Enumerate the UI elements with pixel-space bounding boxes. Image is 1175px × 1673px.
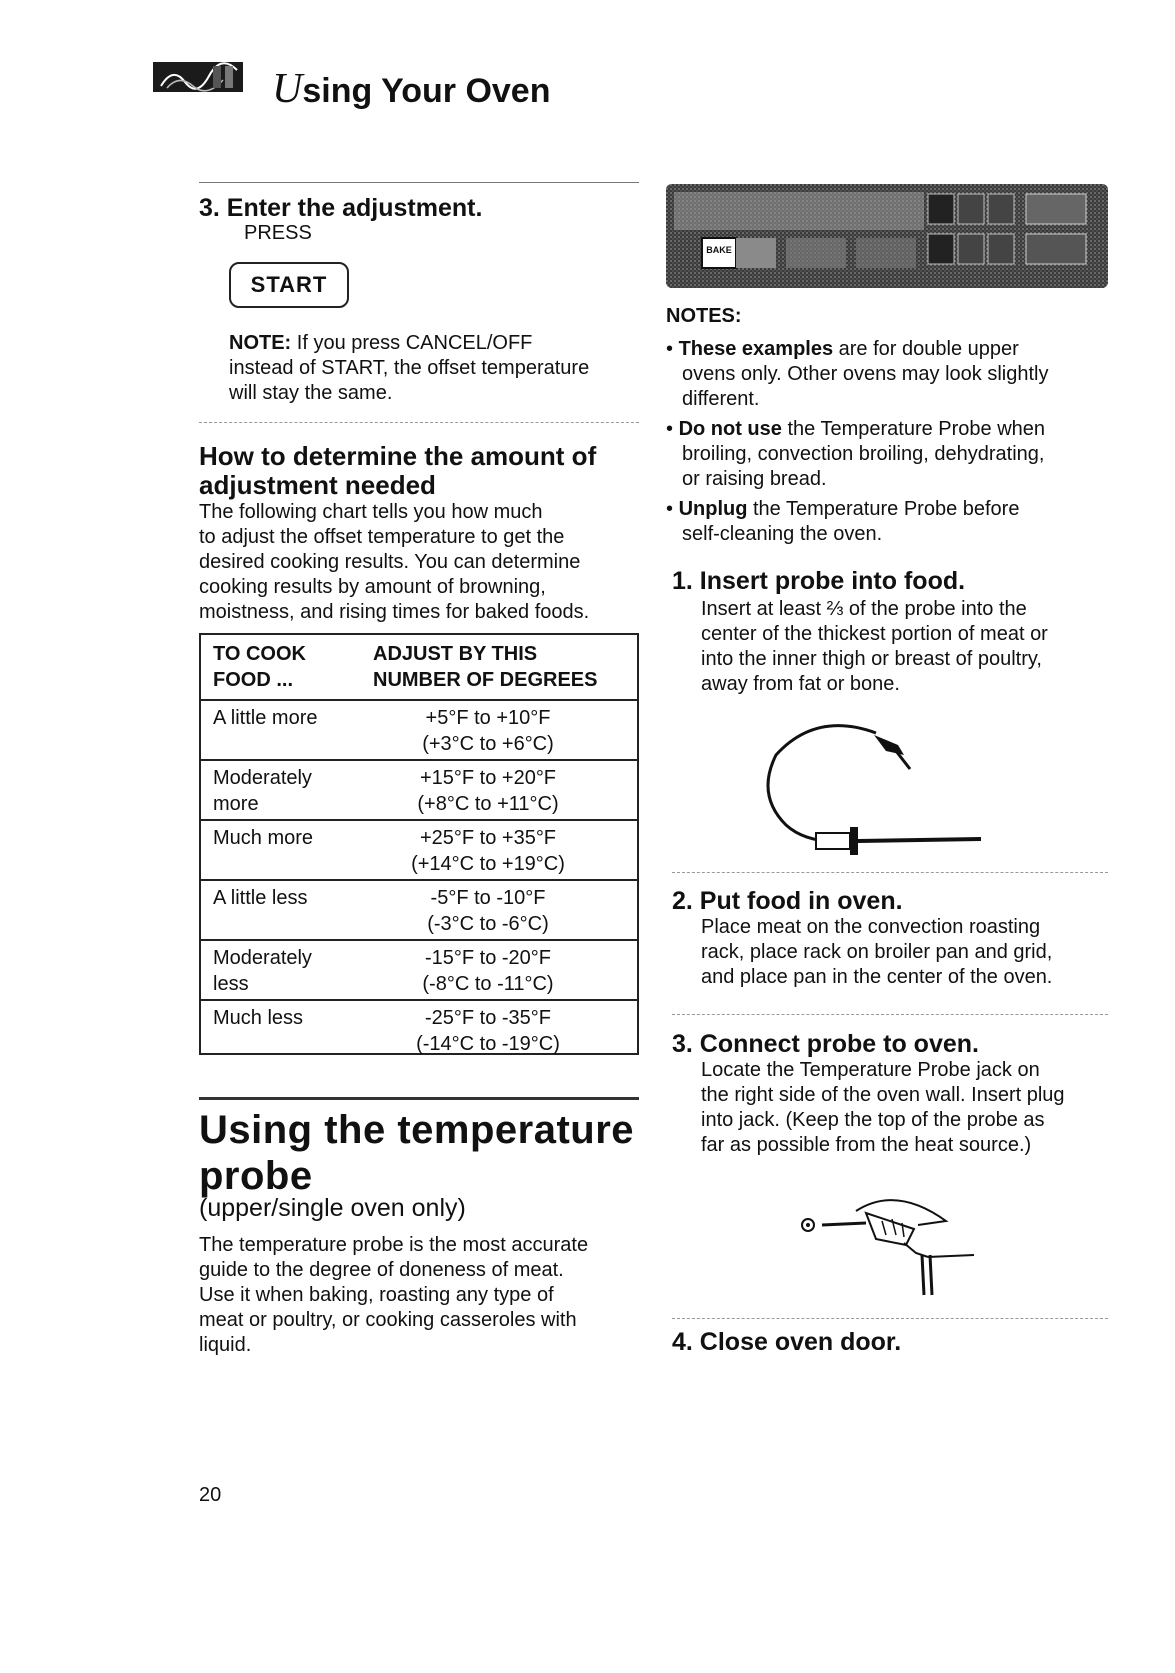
step-body: Insert at least ⅔ of the probe into the center of the thickest portion of meat or into the inner thigh or breast of poultry, away from fat or bone. [701,598,1048,695]
section-body: The following chart tells you how much to adjust the offset temperature to get the desired cooking results. You can determine cooking results by amount of browning, moistness, and rising times for baked foods. [199,501,590,623]
page-number: 20 [199,1484,222,1506]
step-heading: 2. Put food in oven. [672,887,903,915]
bake-key-label: BAKE [706,245,732,255]
table-row: Moderately more +15°F to +20°F (+8°C to +11°C) [201,761,637,821]
divider [199,422,639,423]
notes-heading: NOTES: [666,305,742,327]
divider [199,1097,639,1100]
note-item: • Do not use the Temperature Probe when broiling, convection broiling, dehydrating, or raising bread. [666,418,1046,490]
table-row: Much less -25°F to -35°F (-14°C to -19°C) [213,1007,560,1055]
step-heading: 4. Close oven door. [672,1328,902,1356]
adjustment-table [199,633,639,1055]
oven-logo-icon [153,62,243,92]
note-item: • Unplug the Temperature Probe before self-cleaning the oven. [666,498,1020,545]
divider [672,1014,1108,1015]
table-header-degrees: ADJUST BY THIS NUMBER OF DEGREES [373,643,598,691]
divider [672,872,1108,873]
section-subtitle: (upper/single oven only) [199,1194,466,1222]
table-row: Moderately less -15°F to -20°F (-8°C to -11°C) [201,941,637,1001]
step-heading: 3. Connect probe to oven. [672,1030,979,1058]
divider [672,1318,1108,1319]
table-header-food: TO COOK FOOD ... [213,643,306,691]
table-row: A little more +5°F to +10°F (+3°C to +6°C) [201,701,637,761]
start-button[interactable]: START [229,262,349,308]
divider [199,182,639,183]
table-row: Much more +25°F to +35°F (+14°C to +19°C) [201,821,637,881]
note-item: • These examples are for double upper ovens only. Other ovens may look slightly different. [666,338,1049,410]
section-title: Using the temperature probe [199,1108,635,1198]
section-heading: How to determine the amount of adjustment needed [199,441,597,500]
step-heading: 3. Enter the adjustment. [199,194,483,222]
step-body: Locate the Temperature Probe jack on the right side of the oven wall. Insert plug into jack. (Keep the top of the probe as far as possible from the heat source.) [701,1059,1065,1156]
note-block: NOTE: If you press CANCEL/OFF instead of START, the offset temperature will stay the same. [229,332,590,404]
step-heading: 1. Insert probe into food. [672,567,966,595]
oven-control-panel-image [666,184,1108,288]
temperature-probe-icon [756,715,986,860]
probe-jack-icon [796,1185,996,1310]
table-header [201,635,637,701]
page-header-title: Using Your Oven [272,66,551,112]
press-label: PRESS [244,222,312,244]
probe-body: The temperature probe is the most accurate guide to the degree of doneness of meat. Use it when baking, roasting any type of meat or poultry, or cooking casseroles with liquid. [199,1234,589,1356]
table-row: A little less -5°F to -10°F (-3°C to -6°C) [201,881,637,941]
step-body: Place meat on the convection roasting rack, place rack on broiler pan and grid, and place pan in the center of the oven. [701,916,1053,988]
